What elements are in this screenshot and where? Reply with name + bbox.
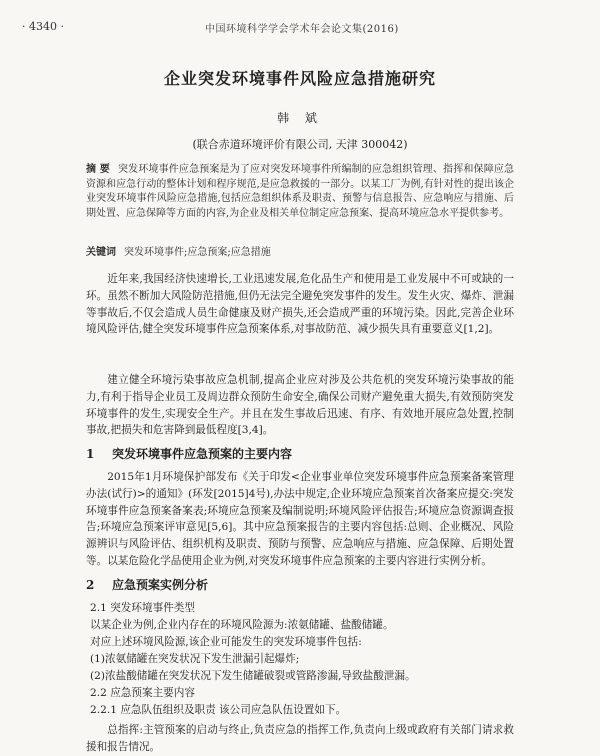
subsection-heading-2-2: 2.2 应急预案主要内容 <box>90 687 195 699</box>
body-line: 该公司应急队伍设置如下。 <box>215 704 347 716</box>
keywords <box>86 246 514 261</box>
section-number: 1 <box>86 447 95 461</box>
body-paragraph-2: 建立健全环境污染事故应急机制,提高企业应对涉及公共危机的突发环境污染事故的能力,有利于指导企业员工及周边群众预防生命安全,确保公司财产避免重大损失,有效预防突发环境事件的发生,实现安全生产。并且在发生事故后迅速、有序、有效地开展应急处置,控制事故,把损失和危害降到最低程度[3,4]。 <box>86 374 514 437</box>
section-number: 2 <box>86 578 95 592</box>
abstract-label: 摘 要 <box>86 164 110 175</box>
subsection-heading-2-1: 2.1 突发环境事件类型 <box>90 602 195 614</box>
body-line: 以某企业为例,企业内存在的环境风险源为:浓氨储罐、盐酸储罐。 <box>90 619 394 631</box>
page-number: · 4340 · <box>22 20 64 33</box>
subsection-heading-2-2-1: 2.2.1 应急队伍组织及职责 该公司应急队伍设置如下。 <box>90 704 347 716</box>
body-line: 对应上述环境风险源,该企业可能发生的突发环境事件包括: <box>90 636 362 648</box>
keywords-text: 突发环境事件;应急预案;应急措施 <box>124 247 271 258</box>
keywords-label: 关键词 <box>86 247 116 258</box>
body-paragraph-3: 2015年1月环境保护部发布《关于印发<企业事业单位突发环境事件应急预案备案管理办法(试行)>的通知》(环发[2015]4号),办法中规定,企业环境应急预案首次备案应提交:突发环境事件应急预案备案表;环境应急预案及编制说明;环境风险评估报告;环境应急资源调查报告;环境应急预案评审意见[5,6]。其中应急预案报告的主要内容包括:总则、企业概况、风险源辨识与风险评估、组织机构及职责、预防与预警、应急响应与措施、应急保障、后期处置等。 <box>86 471 514 567</box>
section-heading-2 <box>86 576 208 593</box>
section-title: 突发环境事件应急预案的主要内容 <box>112 447 293 461</box>
abstract <box>86 163 514 243</box>
abstract-text: 突发环境事件应急预案是为了应对突发环境事件所编制的应急组织管理、指挥和保障应急资源和应急行动的整体计划和程序规范,是应急救援的一部分。以某工厂为例,有针对性的提出该企业突发环境事件风险应急措施,包括应急组织体系及职责、预警与信息报告、应急响应与措施、后期处置、应急保障等方面的内容,为企业及相关单位制定应急预案、提高环境应急水平提供参考。 <box>86 164 515 219</box>
body-paragraph-commander: 总指挥:主管预案的启动与终止,负责应急的指挥工作,负责向上级或政府有关部门请求救援和报告情况。 <box>86 724 514 753</box>
article-title: 企业突发环境事件风险应急措施研究 <box>163 69 436 88</box>
section-heading-1 <box>86 445 292 462</box>
affiliation: (联合赤道环境评价有限公司, 天津 300042) <box>192 138 408 151</box>
body-line: (1)浓氨储罐在突发状况下发生泄漏引起爆炸; <box>90 653 300 665</box>
body-paragraph-4: 以某危险化学品使用企业为例,对突发环境事件应急预案的主要内容进行实例分析。 <box>107 555 492 567</box>
body-line: (2)浓盐酸储罐在突发状况下发生储罐破裂或管路渗漏,导致盐酸泄漏。 <box>90 670 416 682</box>
author: 韩 斌 <box>277 111 323 125</box>
section-title: 应急预案实例分析 <box>112 578 209 592</box>
body-paragraph-intro: 近年来,我国经济快速增长,工业迅速发展,危化品生产和使用是工业发展中不可或缺的一环。虽然不断加大风险防范措施,但仍无法完全避免突发事件的发生。发生火灾、爆炸、泄漏等事故后,不仅会造成人员生命健康及财产损失,还会造成严重的环境污染。因此,完善企业环境风险评估,健全突发环境事件应急预案体系,对事故防范、减少损失具有重要意义[1,2]。 <box>86 273 514 336</box>
running-header: 中国环境科学学会学术年会论文集(2016) <box>205 24 399 35</box>
